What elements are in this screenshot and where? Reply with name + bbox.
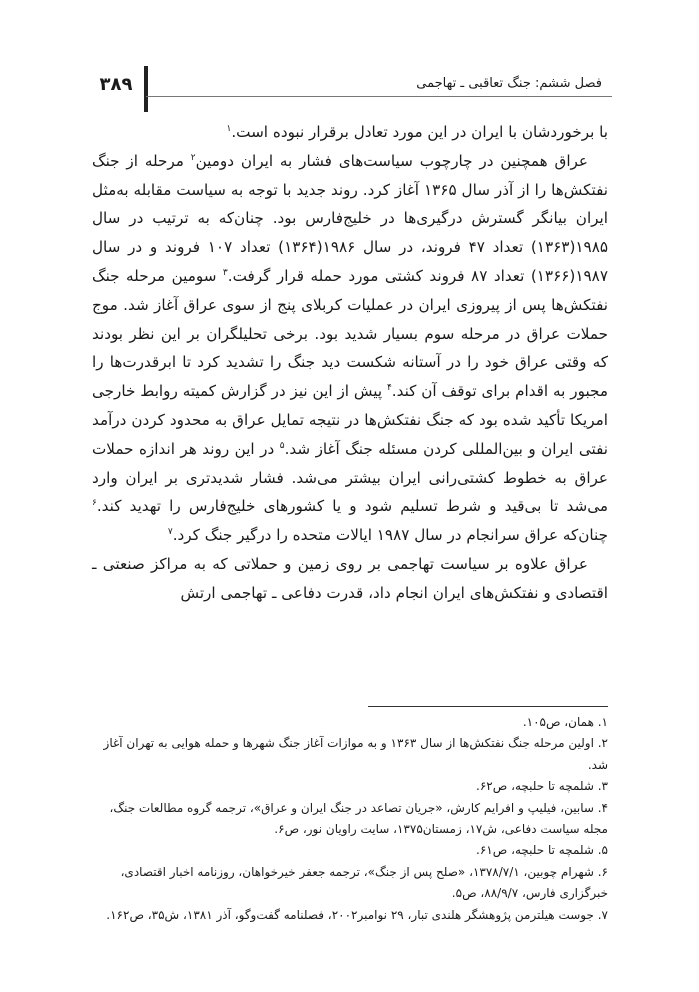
paragraph-2-text: عراق همچنین در چارچوب سیاست‌های فشار به ایران دومین — [195, 151, 588, 170]
paragraph-2-text: چنان‌که عراق سرانجام در سال ۱۹۸۷ ایالات متحده را درگیر جنگ کرد. — [172, 526, 608, 545]
main-text — [92, 118, 608, 608]
footnote-ref[interactable]: ۵ — [279, 440, 285, 451]
footnote-6: ۶. شهرام چوبین، ۱۳۷۸/۷/۱، «صلح پس از جنگ»، ترجمه جعفر خیرخواهان، روزنامه اخبار اقتصادی، خبرگزاری فارس، ۸۸/۹/۷، ص۵. — [120, 864, 608, 901]
page-number: ۳۸۹ — [99, 74, 133, 95]
paragraph-1-text: با برخوردشان با ایران در این مورد تعادل برقرار نبوده است. — [231, 123, 608, 141]
paragraph-2-text: سومین مرحله جنگ نفتکش‌ها پس از پیروزی ایران در عملیات کربلای پنج از سوی عراق آغاز شد. موج حملات عراق در مرحله سوم بسیار شدید بود. برخی تحلیلگران بر این نظر بودند که وقتی عراق خود را در آستانه شکست دید جنگ را تشدید کرد تا ابرقدرت‌ها را مجبور به اقدام برای توقف آن کند. — [92, 266, 608, 401]
paragraph-3-text: عراق علاوه بر سیاست تهاجمی بر روی زمین و حملاتی که به مراکز صنعتی ـ اقتصادی و نفتکش‌های ایران انجام داد، قدرت دفاعی ـ تهاجمی ارتش — [92, 554, 608, 602]
footnote-4: ۴. سابین، فیلیپ و افرایم کارش، «جریان تصاعد در جنگ ایران و عراق»، ترجمه گروه مطالعات جنگ، مجله سیاست دفاعی، ش۱۷، زمستان۱۳۷۵، سایت راویان نور، ص۶. — [109, 800, 608, 837]
paragraph-2-text: در این روند هر اندازه حملات عراق به خطوط کشتی‌رانی ایران بیشتر می‌شد. فشار شدیدتری بر ایران وارد می‌شد تا بی‌قید و شرط تسلیم شود و یا کشورهای خلیج‌فارس را تهدید کند. — [92, 439, 608, 516]
footnote-7: ۷. جوست هیلترمن پژوهشگر هلندی تبار، ۲۹ نوامبر۲۰۰۲، فصلنامه گفت‌وگو، آذر ۱۳۸۱، ش۳۵، ص۱۶۲. — [106, 907, 608, 922]
footnote-ref[interactable]: ۳ — [222, 267, 228, 278]
running-header — [90, 72, 606, 98]
header-rule — [146, 96, 612, 97]
paragraph-2-text: مرحله از جنگ نفتکش‌ها را از آذر سال ۱۳۶۵ آغاز کرد. روند جدید با توجه به سیاست مقابله به‌مثل ایران بیانگر گسترش درگیری‌ها در خلیج‌فارس بود. چنان‌که به ترتیب در سال ۱۹۸۵(۱۳۶۳) تعداد ۴۷ فروند، در سال ۱۹۸۶(۱۳۶۴) تعداد ۱۰۷ فروند و در سال ۱۹۸۷(۱۳۶۶) تعداد ۸۷ فروند کشتی مورد حمله قرار گرفت. — [92, 151, 609, 285]
footnote-ref[interactable]: ۴ — [386, 383, 392, 394]
chapter-title: فصل ششم: جنگ تعاقبی ـ تهاجمی — [416, 76, 602, 91]
footnote-2: ۲. اولین مرحله جنگ نفتکش‌ها از سال ۱۳۶۳ و به موازات آغاز جنگ شهرها و حمله هوایی به تهران آغاز شد. — [103, 736, 608, 772]
footnote-5: ۵. شلمچه تا حلبچه، ص۶۱. — [476, 843, 608, 858]
footnote-ref[interactable]: ۲ — [190, 152, 196, 163]
paragraph-3 — [92, 550, 608, 608]
header-divider — [144, 66, 148, 112]
paragraph-1 — [92, 118, 608, 147]
footnote-ref[interactable]: ۱ — [226, 123, 232, 134]
footnote-ref[interactable]: ۷ — [167, 527, 173, 538]
paragraph-2-text: پیش از این نیز در گزارش کمیته روابط خارجی امریکا تأکید شده بود که جنگ نفتکش‌ها در نتیجه تمایل عراق به محدود کردن درآمد نفتی ایران و بین‌المللی کردن مسئله جنگ آغاز شد. — [92, 382, 608, 458]
footnote-ref[interactable]: ۶ — [92, 498, 97, 509]
paragraph-2 — [92, 147, 608, 550]
footnotes — [92, 712, 608, 926]
footnote-3: ۳. شلمچه تا حلبچه، ص۶۲. — [476, 779, 608, 794]
footnote-1: ۱. همان، ص۱۰۵. — [522, 715, 608, 729]
footnote-rule — [368, 706, 608, 707]
